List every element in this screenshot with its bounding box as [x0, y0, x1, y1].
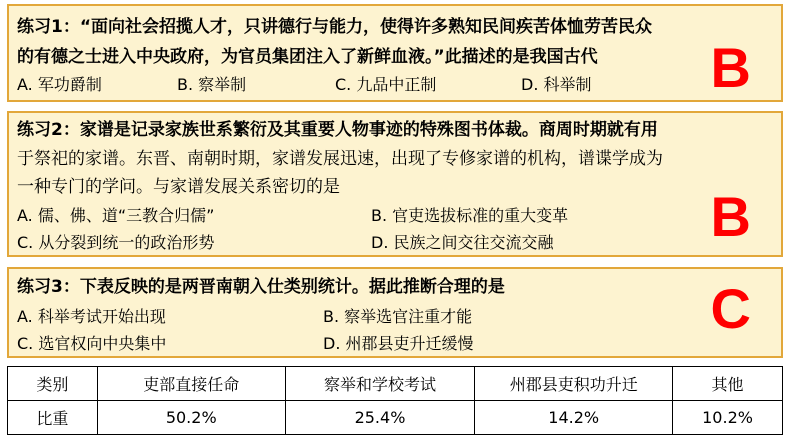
question-3-box [7, 267, 783, 358]
q1-option-b: B. 察举制 [177, 75, 247, 94]
q1-option-a: A. 军功爵制 [17, 75, 102, 94]
q3-option-d: D. 州郡县吏升迁缓慢 [323, 334, 474, 353]
q2-option-a: A. 儒、佛、道“三教合归儒” [17, 206, 215, 225]
q1-option-d: D. 科举制 [521, 75, 592, 94]
q3-option-c: C. 选官权向中央集中 [17, 334, 167, 353]
q2-option-c: C. 从分裂到统一的政治形势 [17, 233, 215, 252]
table-header-cell: 察举和学校考试 [285, 367, 475, 401]
q2-answer: B [710, 185, 751, 248]
table-header-row [8, 367, 783, 401]
table-row [8, 401, 783, 435]
statistics-table [7, 366, 783, 435]
q1-option-c: C. 九品中正制 [335, 75, 437, 94]
q2-option-b: B. 官吏选拔标准的重大变革 [371, 206, 569, 225]
q3-line-1: 练习3：下表反映的是两晋南朝入仕类别统计。据此推断合理的是 [17, 277, 505, 297]
q1-line-2: 的有德之士进入中央政府，为官员集团注入了新鲜血液。”此描述的是我国古代 [17, 47, 598, 67]
table-cell: 比重 [8, 401, 98, 435]
q3-option-a: A. 科举考试开始出现 [17, 307, 166, 326]
table-cell: 14.2% [475, 401, 673, 435]
q2-line-2: 于祭祀的家谱。东晋、南朝时期，家谱发展迅速，出现了专修家谱的机构，谱谍学成为 [17, 149, 663, 169]
table-header-cell: 吏部直接任命 [97, 367, 285, 401]
table-cell: 50.2% [97, 401, 285, 435]
table-header-cell: 其他 [673, 367, 783, 401]
q1-answer: B [710, 36, 751, 99]
table-header-cell: 类别 [8, 367, 98, 401]
q1-line-1: 练习1：“面向社会招揽人才，只讲德行与能力，使得许多熟知民间疾苦体恤劳苦民众 [17, 17, 652, 37]
q2-line-1: 练习2：家谱是记录家族世系繁衍及其重要人物事迹的特殊图书体裁。商周时期就有用 [17, 120, 658, 140]
q3-option-b: B. 察举选官注重才能 [323, 307, 473, 326]
table-cell: 10.2% [673, 401, 783, 435]
q2-line-3: 一种专门的学问。与家谱发展关系密切的是 [17, 177, 340, 197]
table-cell: 25.4% [285, 401, 475, 435]
table-header-cell: 州郡县吏积功升迁 [475, 367, 673, 401]
q3-answer: C [710, 277, 751, 340]
q2-option-d: D. 民族之间交往交流交融 [371, 233, 554, 252]
question-1-box [7, 4, 783, 102]
question-2-box [7, 111, 783, 257]
